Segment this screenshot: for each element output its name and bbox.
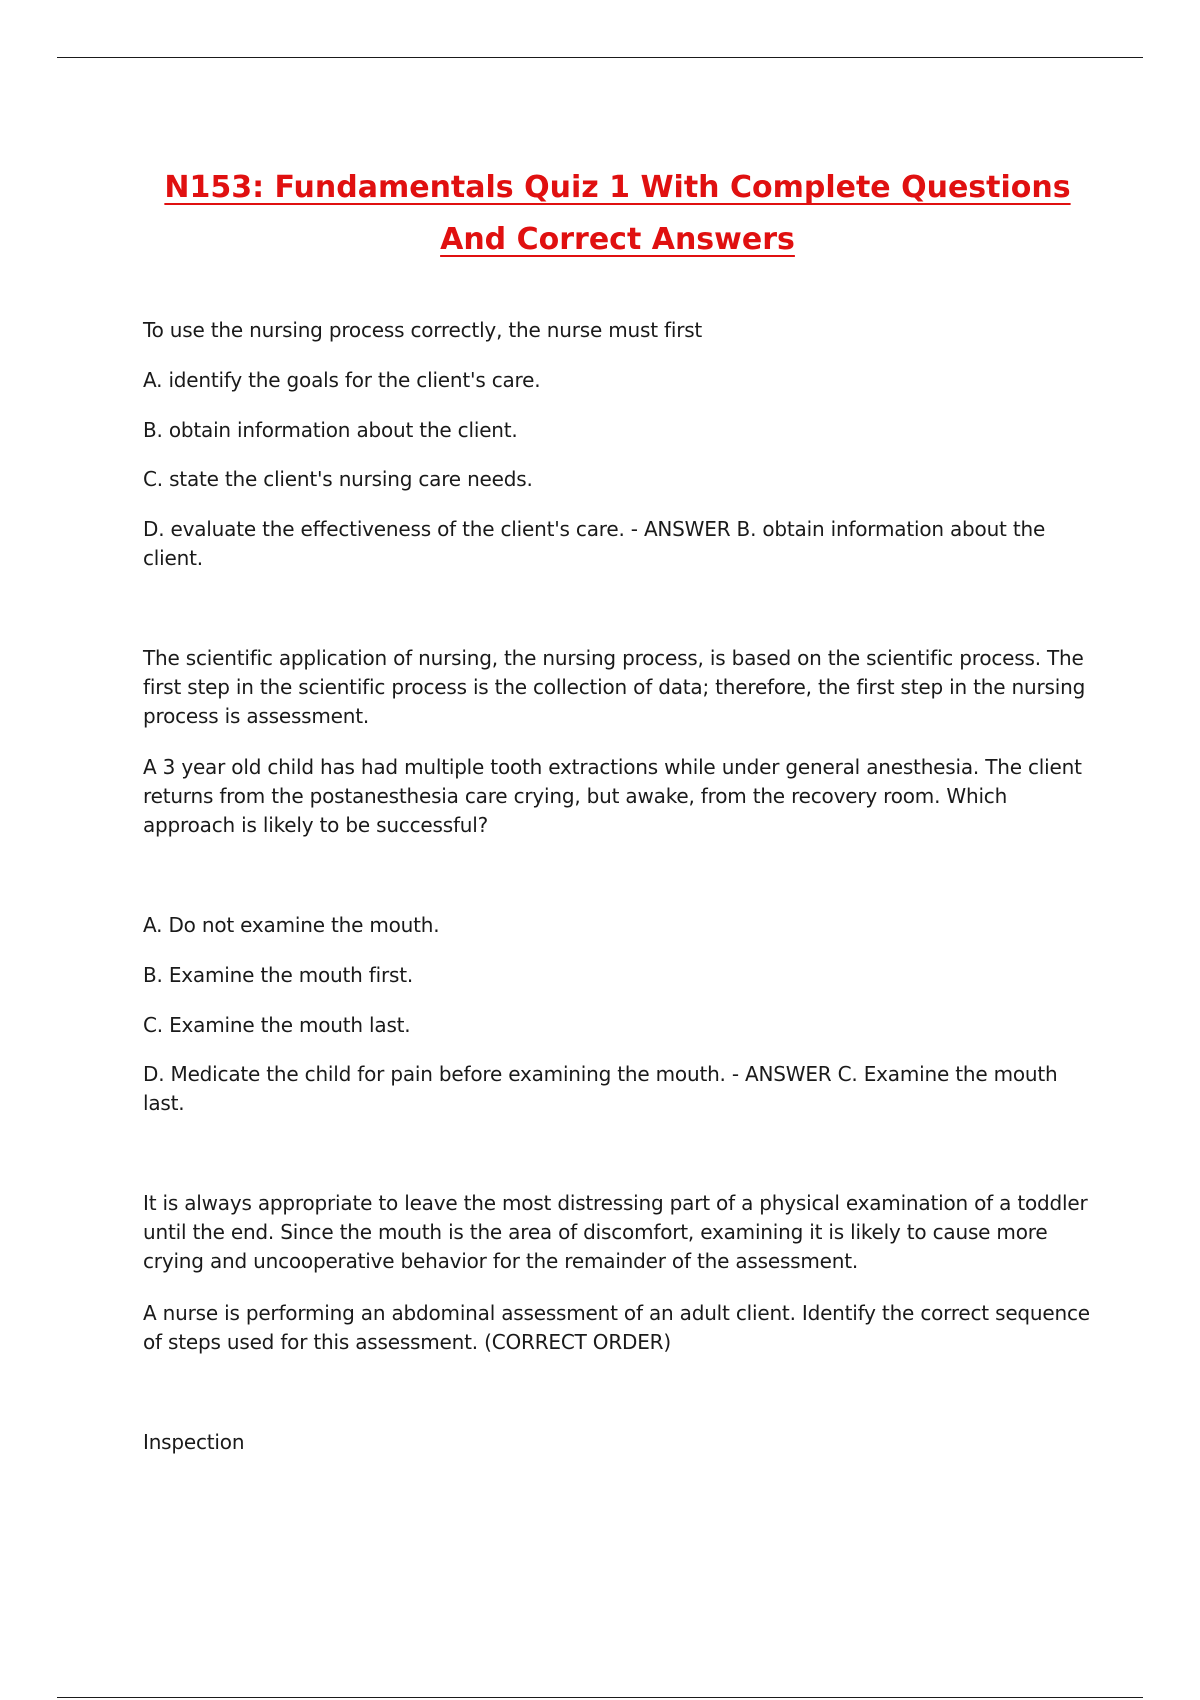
question-1-option-d-answer: D. evaluate the effectiveness of the client's care. - ANSWER B. obtain information about the client. <box>143 517 1046 570</box>
question-1-option-a: A. identify the goals for the client's care. <box>143 368 541 392</box>
bottom-divider <box>57 1697 1143 1698</box>
question-2-option-b: B. Examine the mouth first. <box>143 963 414 987</box>
question-2-option-c: C. Examine the mouth last. <box>143 1013 411 1037</box>
question-2-option-a: A. Do not examine the mouth. <box>143 913 440 937</box>
question-1-rationale: The scientific application of nursing, the nursing process, is based on the scientific process. The first step in the scientific process is the collection of data; therefore, the first step in the nursing process is assessment. <box>143 646 1086 728</box>
question-1-option-b: B. obtain information about the client. <box>143 418 518 442</box>
question-2-option-d-answer: D. Medicate the child for pain before examining the mouth. - ANSWER C. Examine the mouth last. <box>143 1062 1058 1115</box>
question-3-stem: A nurse is performing an abdominal assessment of an adult client. Identify the correct sequence of steps used for this assessment. (CORRECT ORDER) <box>143 1301 1090 1354</box>
question-3-step-1: Inspection <box>143 1430 245 1454</box>
title-line-1: N153: Fundamentals Quiz 1 With Complete Questions <box>164 170 1071 206</box>
title-line-2: And Correct Answers <box>440 222 795 258</box>
document-title <box>0 162 1200 266</box>
top-divider <box>57 57 1143 58</box>
question-2-stem: A 3 year old child has had multiple tooth extractions while under general anesthesia. The client returns from the postanesthesia care crying, but awake, from the recovery room. Which approach is likely to be successful? <box>143 755 1082 837</box>
question-1-option-c: C. state the client's nursing care needs. <box>143 467 533 491</box>
question-1-stem: To use the nursing process correctly, the nurse must first <box>143 318 703 342</box>
question-2-rationale: It is always appropriate to leave the most distressing part of a physical examination of a toddler until the end. Since the mouth is the area of discomfort, examining it is likely to cause more crying and uncooperative behavior for the remainder of the assessment. <box>143 1191 1088 1273</box>
